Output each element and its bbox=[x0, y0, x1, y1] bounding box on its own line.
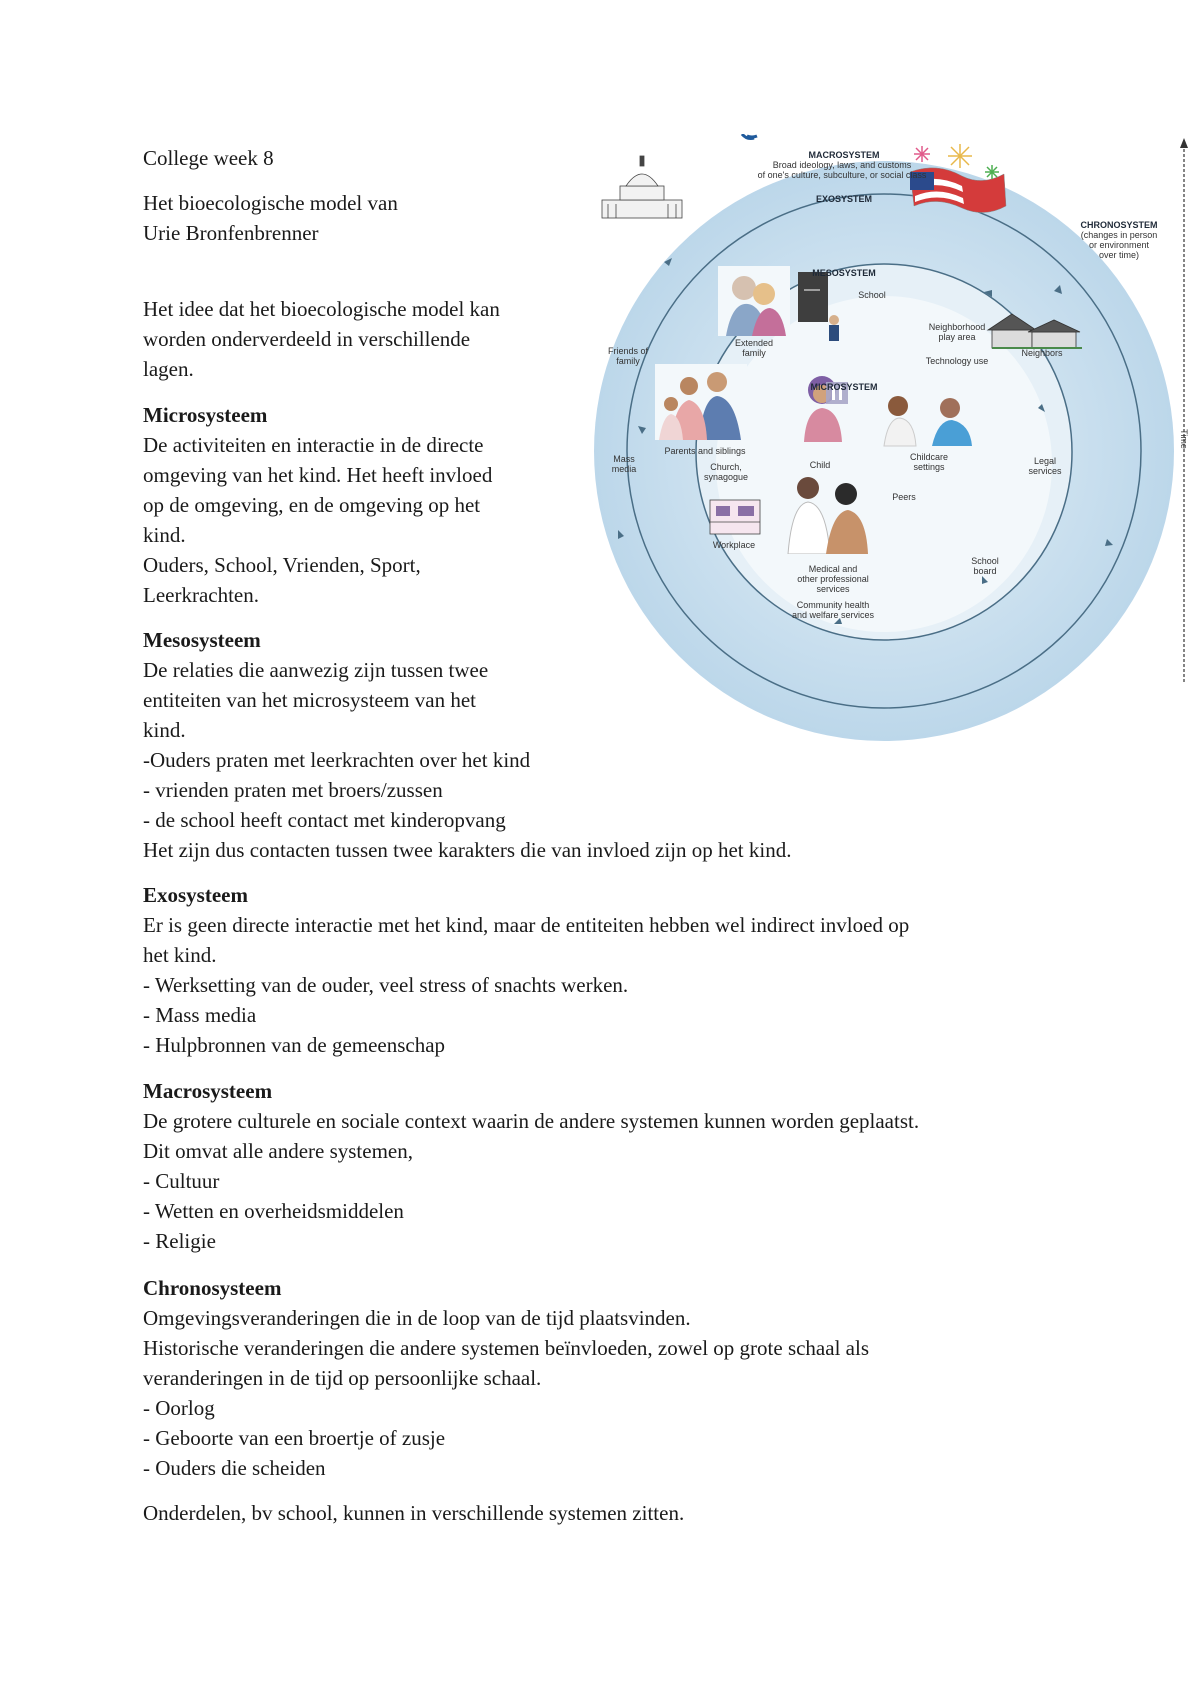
section-heading: Mesosysteem bbox=[143, 628, 261, 652]
label-school: School bbox=[858, 290, 886, 300]
section-heading: Macrosysteem bbox=[143, 1079, 273, 1103]
label-childcare: Childcare settings bbox=[909, 452, 949, 472]
childcare-illustration bbox=[878, 390, 978, 450]
medical-illustration bbox=[782, 472, 872, 554]
label-peers: Peers bbox=[892, 492, 916, 502]
extended-family-illustration bbox=[718, 266, 790, 336]
doc-title: College week 8 bbox=[143, 146, 274, 170]
label-neighbors: Neighbors bbox=[1021, 348, 1063, 358]
label-church: Church, synagogue bbox=[703, 462, 749, 482]
section-microsysteem: Microsysteem De activiteiten en interactie in de directe omgeving van het kind. Het heeft invloed op de omgeving, en de omgeving op het kind. Ouders, School, Vrienden, Sport, Leerkrachten. bbox=[143, 400, 492, 610]
label-workplace: Workplace bbox=[712, 540, 756, 550]
parents-siblings-illustration bbox=[655, 364, 747, 440]
label-legal: Legal services bbox=[1028, 456, 1062, 476]
capitol-icon bbox=[602, 156, 682, 218]
workplace-illustration bbox=[708, 496, 762, 536]
section-heading: Exosysteem bbox=[143, 883, 248, 907]
label-community: Community health and welfare services bbox=[791, 600, 875, 620]
label-friends: Friends of family bbox=[607, 346, 649, 366]
school-illustration bbox=[796, 270, 844, 346]
label-parents: Parents and siblings bbox=[664, 446, 746, 456]
macrosystem-desc: Broad ideology, laws, and customs of one's culture, subculture, or social class bbox=[757, 160, 927, 180]
exosystem-title: EXOSYSTEM bbox=[815, 194, 872, 204]
section-heading: Chronosysteem bbox=[143, 1276, 282, 1300]
intro-paragraph: Het idee dat het bioecologische model kan worden onderverdeeld in verschillende lagen. bbox=[143, 297, 500, 381]
section-heading: Microsysteem bbox=[143, 403, 268, 427]
mesosystem-title: MESOSYSTEM bbox=[812, 268, 876, 278]
label-mass-media: Mass media bbox=[611, 454, 637, 474]
macrosystem-title: MACROSYSTEM bbox=[808, 150, 880, 160]
section-mesosysteem: Mesosysteem De relaties die aanwezig zijn tussen twee entiteiten van het microsysteem van het kind. -Ouders praten met leerkrachten over het kind - vrienden praten met broers/zussen - de school heeft contact met kinderopvang Het zijn dus contacten tussen twee karakters die van invloed zijn op het kind. bbox=[143, 625, 791, 865]
doc-subtitle: Het bioecologische model van Urie Bronfenbrenner bbox=[143, 191, 398, 245]
chronosystem-desc: (changes in person or environment over time) bbox=[1080, 230, 1158, 260]
time-arrow bbox=[1180, 138, 1188, 684]
label-school-board: School board bbox=[971, 556, 999, 576]
label-technology: Technology use bbox=[925, 356, 989, 366]
label-child: Child bbox=[809, 460, 831, 470]
chronosystem-title: CHRONOSYSTEM bbox=[1080, 220, 1158, 230]
section-macrosysteem: Macrosysteem De grotere culturele en sociale context waarin de andere systemen kunnen worden geplaatst. Dit omvat alle andere systemen, - Cultuur - Wetten en overheidsmiddelen - Religie bbox=[143, 1076, 919, 1256]
section-exosysteem: Exosysteem Er is geen directe interactie met het kind, maar de entiteiten hebben wel indirect invloed op het kind. - Werksetting van de ouder, veel stress of snachts werken. - Mass media - Hulpbronnen van de gemeenschap bbox=[143, 880, 909, 1060]
section-chronosysteem: Chronosysteem Omgevingsveranderingen die in de loop van de tijd plaatsvinden. Historische veranderingen die andere systemen beïnvloeden, zowel op grote schaal als veranderingen in de tijd op persoonlijke schaal. - Oorlog - Geboorte van een broertje of zusje - Ouders die scheiden bbox=[143, 1273, 869, 1483]
label-extended-family: Extended family bbox=[734, 338, 774, 358]
label-neighborhood: Neighborhood play area bbox=[928, 322, 986, 342]
bioecological-diagram bbox=[592, 134, 1200, 746]
time-label: Time bbox=[1179, 429, 1189, 449]
microsystem-title: MICROSYSTEM bbox=[810, 382, 878, 392]
closing-note: Onderdelen, bv school, kunnen in verschillende systemen zitten. bbox=[143, 1501, 685, 1525]
label-medical: Medical and other professional services bbox=[797, 564, 869, 594]
